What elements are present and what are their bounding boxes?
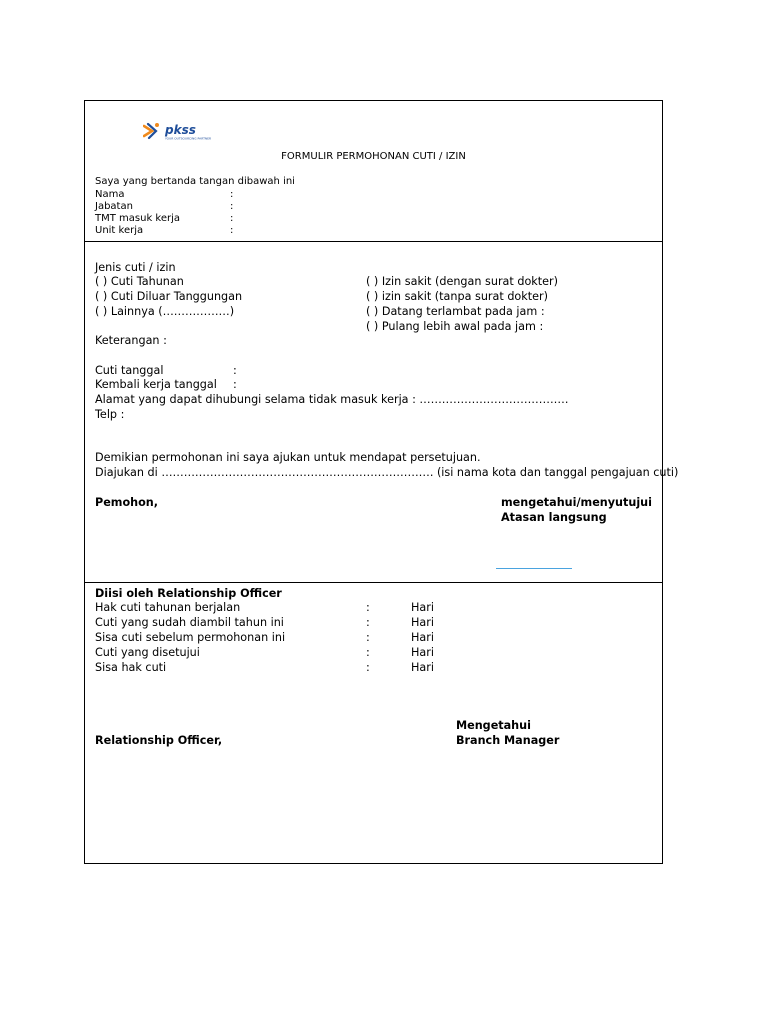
field-sep: : [230,201,234,212]
field-label-nama: Nama [95,189,125,200]
row-sep: : [366,601,370,614]
row-label: Hak cuti tahunan berjalan [95,601,241,614]
row-label: Cuti yang disetujui [95,646,200,659]
logo-tagline: YOUR OUTSOURCING PARTNER [165,136,212,141]
mengetahui-label: Mengetahui [456,719,531,732]
field-label-unit: Unit kerja [95,225,144,236]
keterangan-label: Keterangan : [95,334,167,347]
row-unit: Hari [411,646,434,659]
leave-request-form [84,100,679,864]
field-sep: : [230,213,234,224]
signature-line [496,568,572,569]
field-label-tmt: TMT masuk kerja [95,213,181,224]
pemohon-label: Pemohon, [95,496,158,509]
pkss-logo [143,121,223,141]
field-label-jabatan: Jabatan [95,201,133,212]
branch-manager-label: Branch Manager [456,734,560,747]
option-lainnya: ( ) Lainnya (………………) [95,305,235,318]
officer-section [85,583,662,863]
kembali-kerja-sep: : [233,378,237,391]
approver-line1: mengetahui/menyutujui [501,496,652,509]
option-cuti-tahunan: ( ) Cuti Tahunan [95,275,184,288]
option-izin-sakit-tanpa: ( ) izin sakit (tanpa surat dokter) [366,290,548,303]
kembali-kerja-label: Kembali kerja tanggal [95,378,217,391]
ro-signature-label: Relationship Officer, [95,734,223,747]
approver-line2: Atasan langsung [501,511,607,524]
option-izin-sakit-surat: ( ) Izin sakit (dengan surat dokter) [366,275,559,288]
header-section [85,101,662,242]
row-label: Sisa cuti sebelum permohonan ini [95,631,286,644]
row-sep: : [366,646,370,659]
logo-text: pkss [165,123,196,137]
row-label: Cuti yang sudah diambil tahun ini [95,616,284,629]
form-title: FORMULIR PERMOHONAN CUTI / IZIN [281,151,466,162]
field-sep: : [230,189,234,200]
alamat-label: Alamat yang dapat dihubungi selama tidak masuk kerja : …………………………………. [95,393,569,406]
row-unit: Hari [411,631,434,644]
telp-label: Telp : [95,408,125,421]
row-sep: : [366,661,370,674]
cuti-tanggal-label: Cuti tanggal [95,364,164,377]
row-unit: Hari [411,661,434,674]
intro-text: Saya yang bertanda tangan dibawah ini [95,176,295,187]
option-pulang-awal: ( ) Pulang lebih awal pada jam : [366,320,544,333]
row-sep: : [366,631,370,644]
option-cuti-diluar: ( ) Cuti Diluar Tanggungan [95,290,243,303]
leave-section [85,241,679,583]
option-datang-terlambat: ( ) Datang terlambat pada jam : [366,305,545,318]
demikian-text: Demikian permohonan ini saya ajukan untuk mendapat persetujuan. [95,451,481,464]
cuti-tanggal-sep: : [233,364,237,377]
row-unit: Hari [411,601,434,614]
row-unit: Hari [411,616,434,629]
leave-heading: Jenis cuti / izin [95,261,176,274]
officer-heading: Diisi oleh Relationship Officer [95,587,282,600]
field-sep: : [230,225,234,236]
diajukan-text: Diajukan di ………………………………………………………………. (isi nama kota dan tanggal pengajuan cuti) [95,466,679,479]
row-sep: : [366,616,370,629]
row-label: Sisa hak cuti [95,661,167,674]
